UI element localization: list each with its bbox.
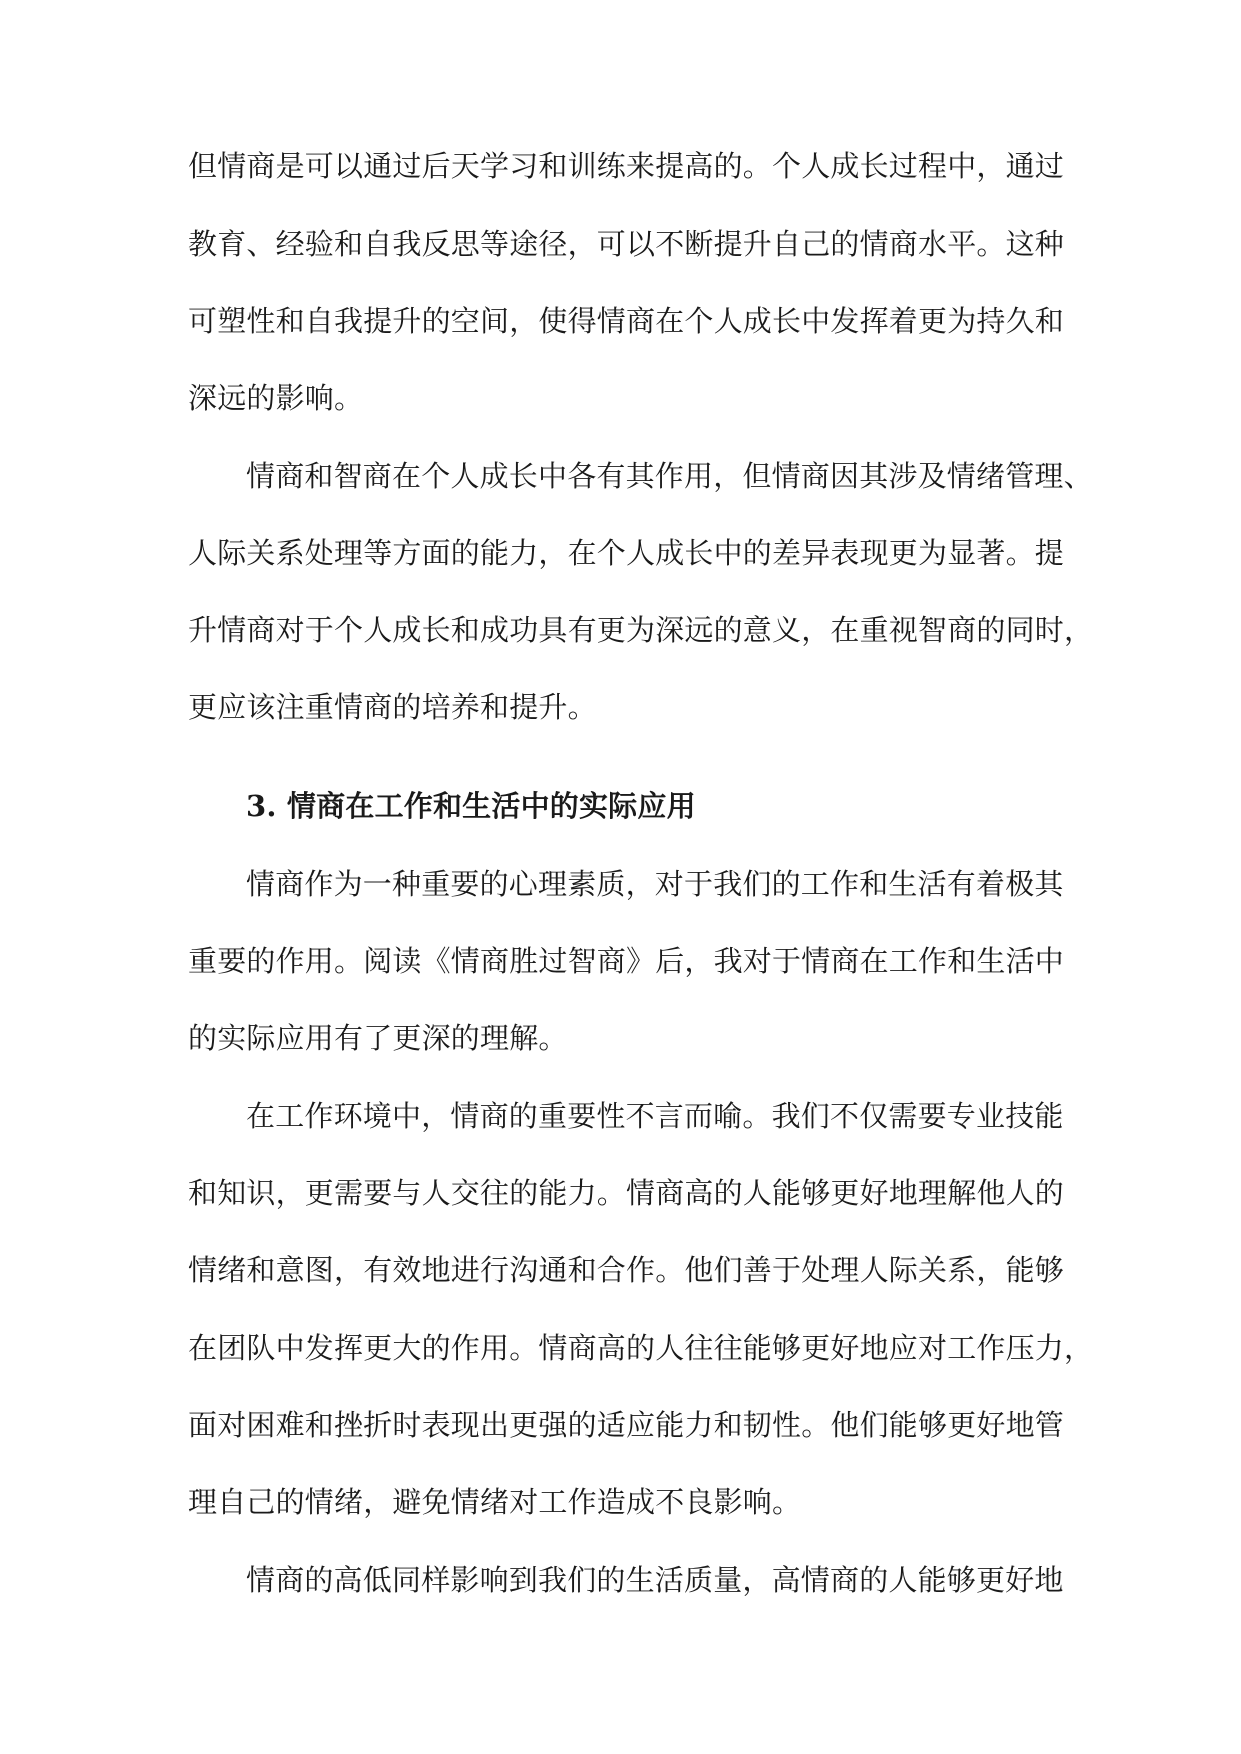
text-line: 在团队中发挥更大的作用。情商高的人往往能够更好地应对工作压力，	[188, 1331, 1094, 1365]
text-line: 的实际应用有了更深的理解。	[188, 1021, 568, 1055]
text-line: 重要的作用。阅读《情商胜过智商》后，我对于情商在工作和生活中	[188, 944, 1065, 978]
text-line: 理自己的情绪，避免情绪对工作造成不良影响。	[188, 1485, 802, 1519]
text-line: 情商作为一种重要的心理素质，对于我们的工作和生活有着极其	[246, 867, 1064, 901]
text-line: 教育、经验和自我反思等途径，可以不断提升自己的情商水平。这种	[188, 227, 1065, 261]
text-line: 情商和智商在个人成长中各有其作用，但情商因其涉及情绪管理、	[246, 459, 1093, 493]
text-line: 但情商是可以通过后天学习和训练来提高的。个人成长过程中，通过	[188, 149, 1065, 183]
text-line: 在工作环境中，情商的重要性不言而喻。我们不仅需要专业技能	[246, 1099, 1064, 1133]
text-line: 深远的影响。	[188, 381, 364, 415]
text-line: 升情商对于个人成长和成功具有更为深远的意义，在重视智商的同时，	[188, 613, 1094, 647]
text-line: 更应该注重情商的培养和提升。	[188, 690, 597, 724]
text-line: 和知识，更需要与人交往的能力。情商高的人能够更好地理解他人的	[188, 1176, 1065, 1210]
text-line: 情绪和意图，有效地进行沟通和合作。他们善于处理人际关系，能够	[188, 1253, 1065, 1287]
text-line: 可塑性和自我提升的空间，使得情商在个人成长中发挥着更为持久和	[188, 304, 1065, 338]
text-line: 情商的高低同样影响到我们的生活质量，高情商的人能够更好地	[246, 1563, 1064, 1597]
text-line: 面对困难和挫折时表现出更强的适应能力和韧性。他们能够更好地管	[188, 1408, 1065, 1442]
section-heading: 3. 情商在工作和生活中的实际应用	[246, 789, 696, 823]
text-line: 人际关系处理等方面的能力，在个人成长中的差异表现更为显著。提	[188, 536, 1065, 570]
